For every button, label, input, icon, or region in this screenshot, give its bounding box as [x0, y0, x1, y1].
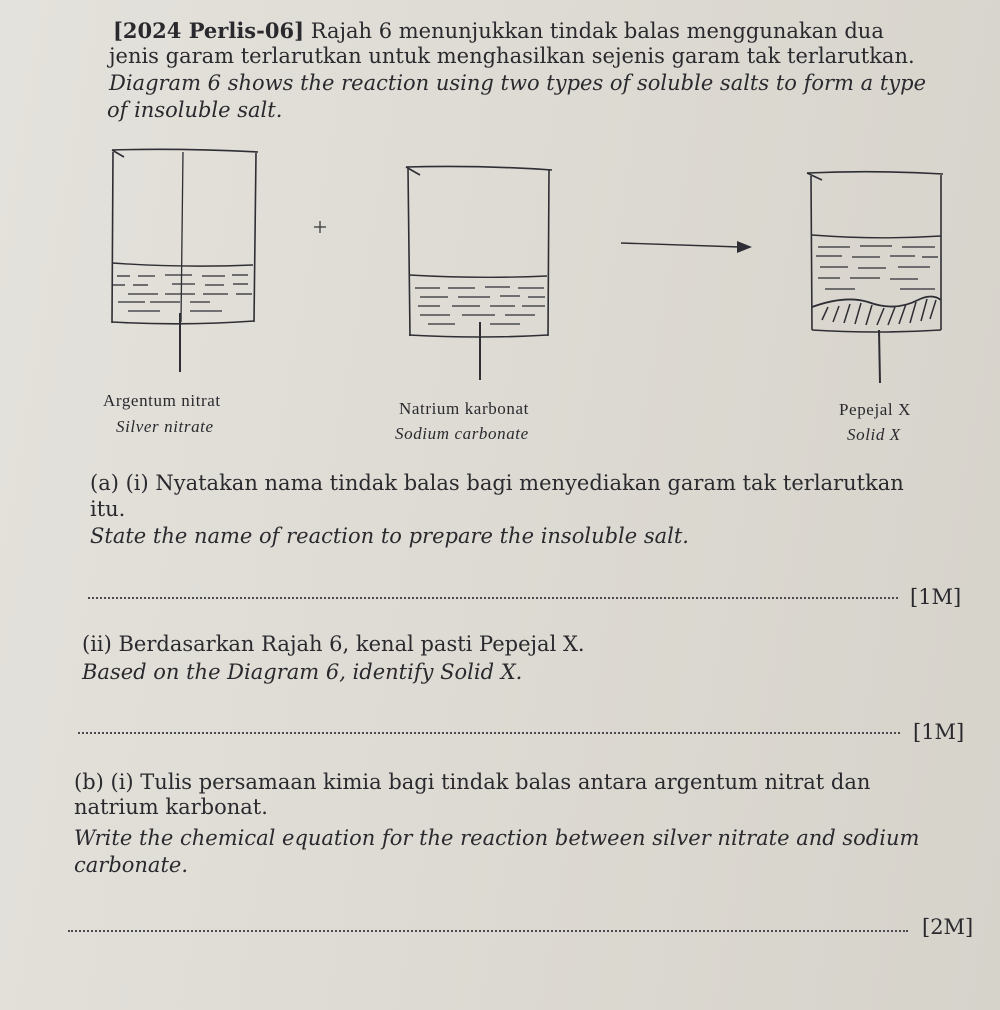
answer-line-a-ii[interactable] [78, 732, 900, 734]
part-b-i-ms-1: (b) (i) Tulis persamaan kimia bagi tindak balas antara argentum nitrat dan [74, 770, 871, 794]
question-intro-ms-2: jenis garam terlarutkan untuk menghasilkan sejenis garam tak terlarutkan. [109, 44, 915, 68]
label-silver-nitrate-ms: Argentum nitrat [103, 391, 221, 410]
question-intro-en-2: of insoluble salt. [107, 98, 283, 122]
part-a-i-ms-2: itu. [90, 497, 126, 521]
label-silver-nitrate-en: Silver nitrate [116, 417, 214, 436]
answer-line-a-i[interactable] [88, 597, 898, 599]
part-b-i-ms-2: natrium karbonat. [74, 795, 268, 819]
part-a-ii-ms: (ii) Berdasarkan Rajah 6, kenal pasti Pepejal X. [82, 632, 585, 656]
label-sodium-carbonate-ms: Natrium karbonat [399, 399, 529, 418]
question-intro-en-1: Diagram 6 shows the reaction using two types of soluble salts to form a type [109, 71, 926, 95]
beaker-silver-nitrate [112, 149, 258, 372]
marks-a-i: [1M] [910, 585, 962, 609]
part-a-ii-en: Based on the Diagram 6, identify Solid X. [82, 660, 523, 684]
label-solid-x-ms: Pepejal X [839, 400, 911, 419]
reaction-arrow [621, 241, 752, 253]
part-b-i-en-2: carbonate. [74, 853, 188, 877]
question-intro-ms-1: [2024 Perlis-06] Rajah 6 menunjukkan tindak balas menggunakan dua [113, 18, 884, 43]
part-a-i-en: State the name of reaction to prepare the insoluble salt. [90, 524, 689, 548]
marks-b-i: [2M] [922, 915, 974, 939]
answer-line-b-i[interactable] [68, 930, 908, 932]
beaker-solid-x [807, 172, 943, 383]
precipitate-hatching [822, 299, 936, 325]
marks-a-ii: [1M] [913, 720, 965, 744]
label-solid-x-en: Solid X [847, 425, 901, 444]
beaker-sodium-carbonate [406, 166, 552, 380]
part-b-i-en-1: Write the chemical equation for the reaction between silver nitrate and sodium [74, 826, 920, 850]
plus-sign [314, 221, 326, 233]
label-sodium-carbonate-en: Sodium carbonate [395, 424, 529, 443]
part-a-i-ms-1: (a) (i) Nyatakan nama tindak balas bagi menyediakan garam tak terlarutkan [90, 471, 904, 495]
question-tag: [2024 Perlis-06] [113, 18, 304, 43]
